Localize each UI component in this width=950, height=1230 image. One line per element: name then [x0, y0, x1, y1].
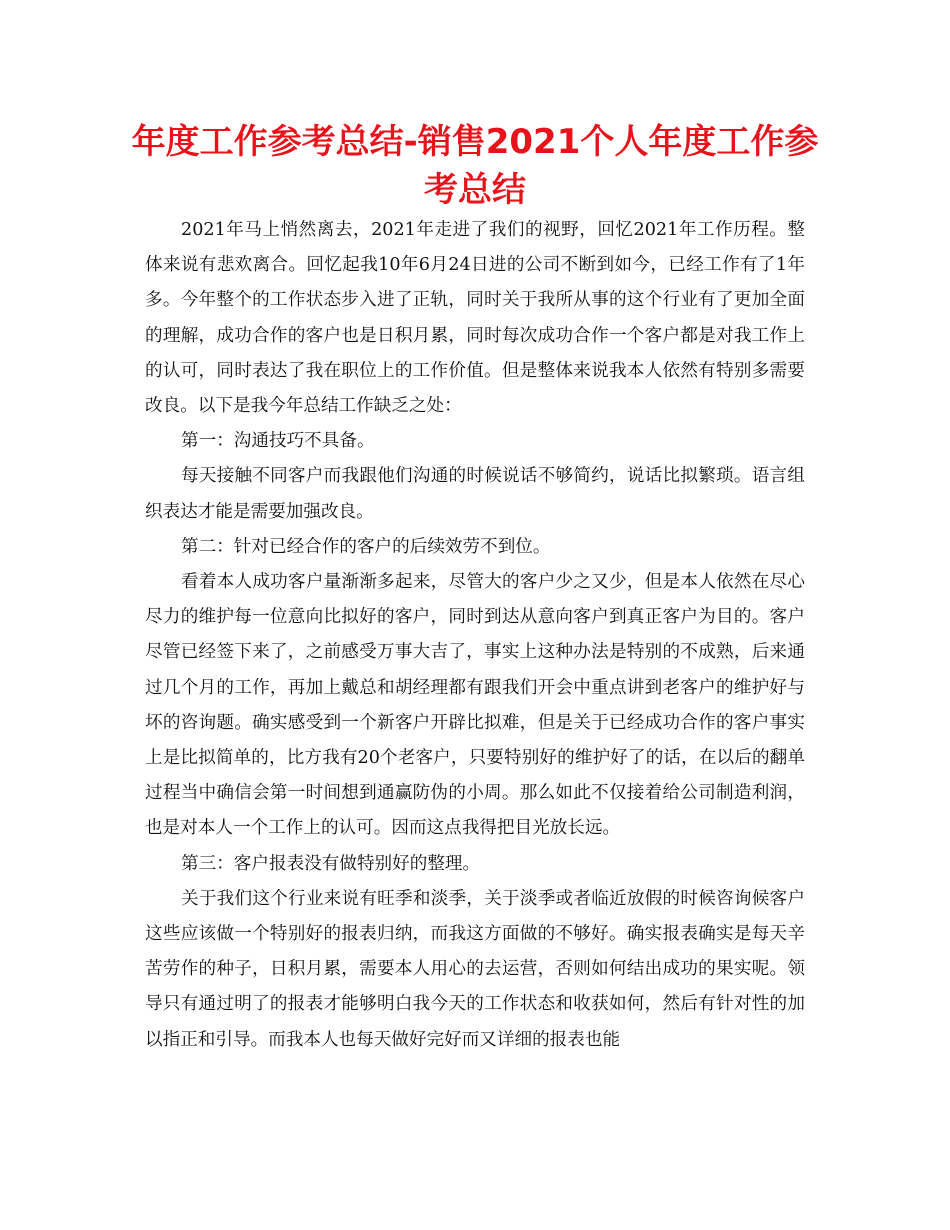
paragraph-heading-1: 第一：沟通技巧不具备。 [181, 431, 375, 452]
paragraph-communication: 每天接触不同客户而我跟他们沟通的时候说话不够简约，说话比拟繁琐。语言组织表达才能是需要加强改良。 [145, 466, 805, 522]
paragraph-customer-service: 看着本人成功客户量渐渐多起来，尽管大的客户少之又少，但是本人依然在尽心尽力的维护每一位意向比拟好的客户，同时到达从意向客户到真正客户为目的。客户尽管已经签下来了，之前感受万事大吉了，事实上这种办法是特别的不成熟，后来通过几个月的工作，再加上戴总和胡经理都有跟我们开会中重点讲到老客户的维护好与坏的咨询题。确实感受到一个新客户开辟比拟难，但是关于已经成功合作的客户事实上是比拟简单的，比方我有20个老客户，只要特别好的维护好了的话，在以后的翻单过程当中确信会第一时间想到通赢防伪的小周。那么如此不仅接着给公司制造利润，也是对本人一个工作上的认可。因而这点我得把目光放长远。 [145, 572, 805, 839]
paragraph-reports: 关于我们这个行业来说有旺季和淡季，关于淡季或者临近放假的时候咨询候客户这些应该做一个特别好的报表归纳，而我这方面做的不够好。确实报表确实是每天辛苦劳作的种子，日积月累，需要本人用心的去运营，否则如何结出成功的果实呢。领导只有通过明了的报表才能够明白我今天的工作状态和收获如何，然后有针对性的加以指正和引导。而我本人也每天做好完好而又详细的报表也能 [145, 888, 805, 1050]
paragraph-heading-3: 第三：客户报表没有做特别好的整理。 [181, 853, 481, 874]
document-title: 年度工作参考总结-销售2021个人年度工作参考总结 [131, 122, 819, 210]
paragraph-intro: 2021年马上悄然离去，2021年走进了我们的视野，回忆2021年工作历程。整体来说有悲欢离合。回忆起我10年6月24日进的公司不断到如今，已经工作有了1年多。今年整个的工作状态步入进了正轨，同时关于我所从事的这个行业有了更加全面的理解，成功合作的客户也是日积月累，同时每次成功合作一个客户都是对我工作上的认可，同时表达了我在职位上的工作价值。但是整体来说我本人依然有特别多需要改良。以下是我今年总结工作缺乏之处： [145, 220, 805, 417]
paragraph-heading-2: 第二：针对已经合作的客户的后续效劳不到位。 [181, 536, 551, 557]
document-body [145, 213, 805, 1058]
